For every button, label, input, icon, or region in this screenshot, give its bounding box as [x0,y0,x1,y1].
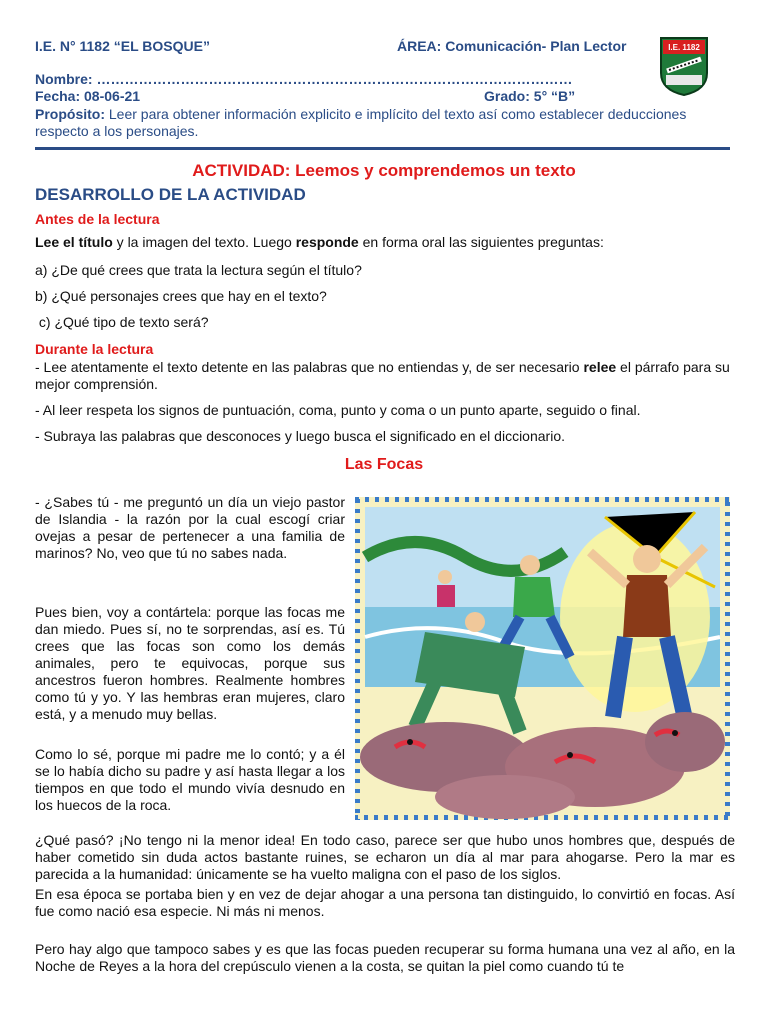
story-illustration [355,497,730,820]
activity-subtitle: DESARROLLO DE LA ACTIVIDAD [35,185,306,204]
bold-title: Lee el título [35,234,113,250]
school-name: I.E. N° 1182 “EL BOSQUE” [35,38,210,54]
during-item-1-c: el párrafo para su mejor comprensión. [35,359,730,392]
during-item-2: - Al leer respeta los signos de puntuación, coma, punto y coma o un punto aparte, seguido o final. [35,402,641,418]
during-item-3: - Subraya las palabras que desconoces y luego busca el significado en el diccionario. [35,428,565,444]
header-divider [35,147,730,150]
before-reading-heading: Antes de la lectura [35,211,160,227]
story-paragraph-6: Pero hay algo que tampoco sabes y es que las focas pueden recuperar su forma humana una vez al año, en la Noche de Reyes a la hora del crepúsculo vienen a la costa, se quitan la piel como cuando tú te [35,941,735,974]
during-reading-heading: Durante la lectura [35,341,154,357]
logo-text: I.E. 1182 [668,43,700,52]
story-title: Las Focas [344,456,424,473]
name-field: Nombre: ………………………………………………………………………………………… [35,71,573,87]
story-paragraph-5: En esa época se portaba bien y en vez de dejar ahogar a una persona tan distinguido, lo convirtió en focas. Así fue como nació esa especie. Ni más ni menos. [35,886,735,919]
area-label: ÁREA: Comunicación- Plan Lector [397,38,627,54]
question-a: a) ¿De qué crees que trata la lectura según el título? [35,262,362,278]
question-c: c) ¿Qué tipo de texto será? [35,314,209,330]
grade-label: Grado: 5° “B” [484,88,576,104]
story-paragraph-2: Pues bien, voy a contártela: porque las focas me dan miedo. Pues sí, no te sorprendas, así es. Tú crees que las focas son como los demás animales, pero te equivocas, porque sus ancestros fueron hombres. Realmente hombres como tú y yo. Y las hembras eran mujeres, claro está, y a menudo muy bellas. [35,604,345,722]
story-paragraph-1: - ¿Sabes tú - me preguntó un día un viejo pastor de Islandia - la razón por la cual escogí criar ovejas a pesar de pertenecer a una familia de marinos? No, veo que tú no sabes nada. [35,494,345,561]
purpose-text: Leer para obtener información explicito e implícito del texto así como establecer deducciones respecto a los personajes. [35,106,687,139]
date-label: Fecha: 08-06-21 [35,88,141,104]
during-item-1 [35,359,735,393]
bold-relee: relee [583,359,617,375]
school-logo [658,35,710,97]
during-item-1-a: - Lee atentamente el texto detente en las palabras que no entiendas y, de ser necesario [35,359,584,375]
activity-title: ACTIVIDAD: Leemos y comprendemos un texto [192,161,576,180]
question-b: b) ¿Qué personajes crees que hay en el texto? [35,288,327,304]
purpose-label: Propósito: [35,106,105,122]
before-reading-intro [35,234,735,251]
story-paragraph-4: ¿Qué pasó? ¡No tengo ni la menor idea! En todo caso, parece ser que hubo unos hombres que, después de haber cometido sin duda actos bastante ruines, se echaron un día al mar para ahogarse. Pero la mar es parecida a la humanidad: únicamente se ha vuelto maligna con el paso de los siglos. [35,832,735,882]
bold-respond: responde [295,234,359,250]
purpose [35,106,735,140]
intro-text-1: y la imagen del texto. Luego [112,234,296,250]
story-paragraph-3: Como lo sé, porque mi padre me lo contó; y a él se lo había dicho su padre y así hasta llegar a los tiempos en que todo el mundo vivía desnudo en los huecos de la roca. [35,746,345,813]
intro-text-2: en forma oral las siguientes preguntas: [358,234,604,250]
